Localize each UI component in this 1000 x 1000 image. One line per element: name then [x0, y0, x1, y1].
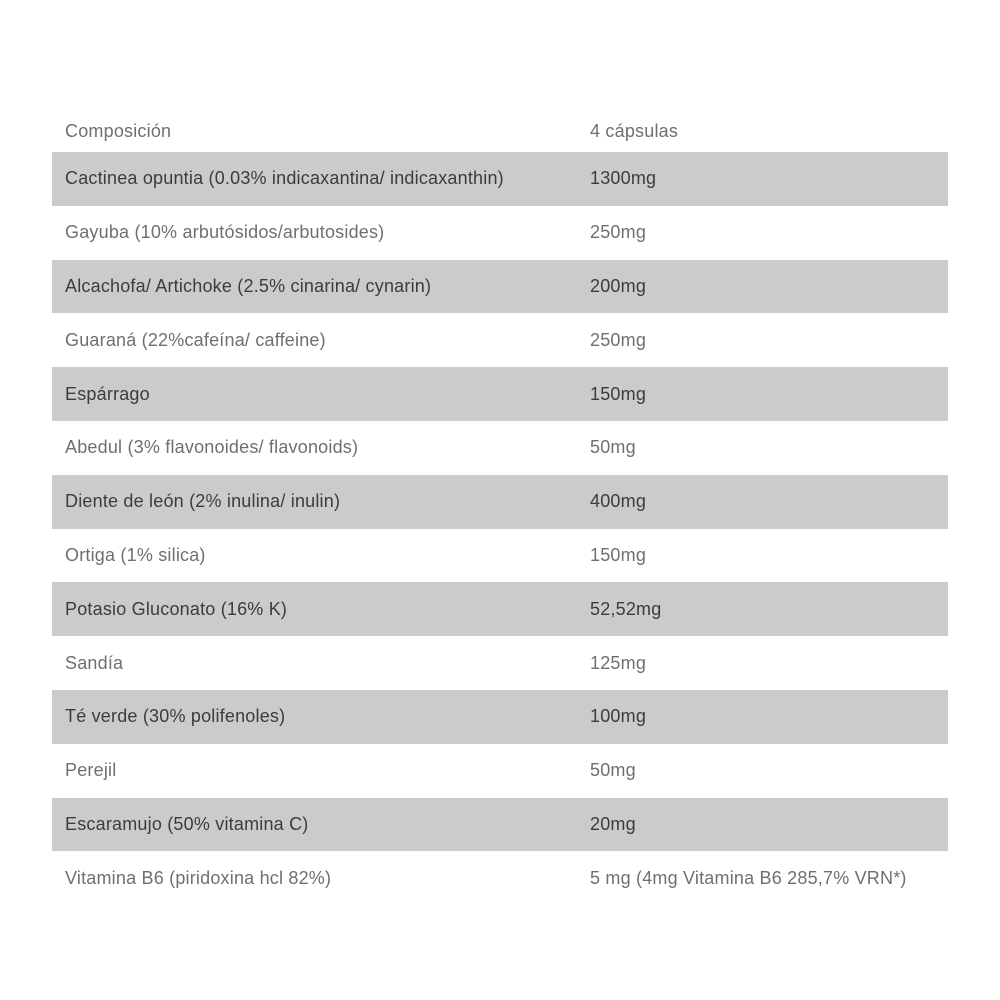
amount-cell: 52,52mg — [590, 598, 662, 619]
table-row — [52, 636, 948, 690]
ingredient-cell: Cactinea opuntia (0.03% indicaxantina/ indicaxanthin) — [65, 168, 504, 189]
ingredient-cell: Perejil — [65, 760, 117, 781]
ingredient-cell: Diente de león (2% inulina/ inulin) — [65, 491, 341, 512]
table-row — [52, 798, 948, 852]
ingredient-cell: Gayuba (10% arbutósidos/arbutosides) — [65, 222, 385, 243]
ingredient-cell: Sandía — [65, 652, 124, 673]
amount-cell: 1300mg — [590, 168, 657, 189]
amount-cell: 20mg — [590, 813, 636, 834]
amount-cell: 50mg — [590, 437, 636, 458]
table-row — [52, 367, 948, 421]
composition-header-label: Composición — [65, 120, 172, 141]
ingredient-cell: Vitamina B6 (piridoxina hcl 82%) — [65, 867, 332, 888]
table-row — [52, 421, 948, 475]
amount-cell: 200mg — [590, 275, 647, 296]
composition-table — [52, 110, 948, 905]
ingredient-cell: Escaramujo (50% vitamina C) — [65, 813, 309, 834]
serving-size-header-label: 4 cápsulas — [590, 120, 679, 141]
ingredient-cell: Ortiga (1% silica) — [65, 544, 206, 565]
table-row — [52, 529, 948, 583]
amount-cell: 125mg — [590, 652, 647, 673]
ingredient-cell: Espárrago — [65, 383, 150, 404]
amount-cell: 400mg — [590, 491, 647, 512]
table-row — [52, 152, 948, 206]
amount-cell: 250mg — [590, 222, 647, 243]
table-row — [52, 851, 948, 905]
ingredient-cell: Alcachofa/ Artichoke (2.5% cinarina/ cynarin) — [65, 275, 432, 296]
table-row — [52, 475, 948, 529]
amount-cell: 250mg — [590, 329, 647, 350]
table-row — [52, 582, 948, 636]
table-body — [52, 152, 948, 905]
ingredient-cell: Guaraná (22%cafeína/ caffeine) — [65, 329, 326, 350]
amount-cell: 150mg — [590, 383, 647, 404]
amount-cell: 150mg — [590, 544, 647, 565]
table-row — [52, 690, 948, 744]
table-row — [52, 260, 948, 314]
amount-cell: 5 mg (4mg Vitamina B6 285,7% VRN*) — [590, 867, 907, 888]
ingredient-cell: Potasio Gluconato (16% K) — [65, 598, 288, 619]
ingredient-cell: Té verde (30% polifenoles) — [65, 706, 286, 727]
table-row — [52, 206, 948, 260]
table-row — [52, 313, 948, 367]
ingredient-cell: Abedul (3% flavonoides/ flavonoids) — [65, 437, 359, 458]
table-row — [52, 744, 948, 798]
table-header-row — [52, 110, 948, 152]
amount-cell: 100mg — [590, 706, 647, 727]
amount-cell: 50mg — [590, 760, 636, 781]
